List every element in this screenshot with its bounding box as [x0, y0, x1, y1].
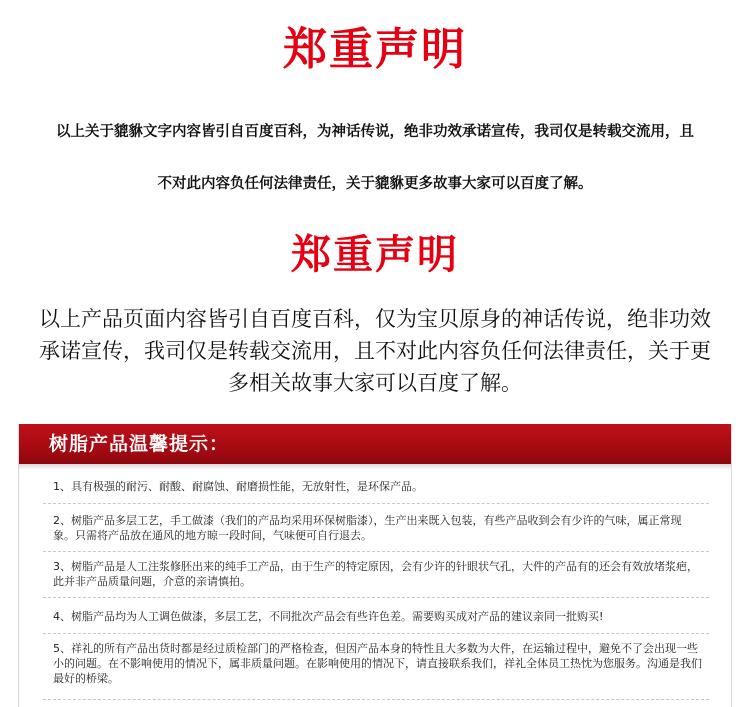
- disclaimer-2-line-1: 以上产品页面内容皆引自百度百科，仅为宝贝原身的神话传说，绝非功效: [39, 307, 711, 331]
- tip-item-1: 1、具有极强的耐污、耐酸、耐腐蚀、耐磨损性能，无放射性，是环保产品。: [53, 480, 423, 493]
- tip-item-2: 2、树脂产品多层工艺，手工做漆（我们的产品均采用环保树脂漆），生产出来既入包装，有些产品收到会有少许的气味，属正常现象。只需将产品放在通风的地方晾一段时间，气味便可自行退去。: [53, 514, 682, 542]
- banner-shadow: [19, 464, 731, 470]
- tip-item-3: 3、树脂产品是人工注浆修胚出来的纯手工产品，由于生产的特定原因，会有少许的针眼状气孔，大件的产品有的还会有效放堵浆疤，此并非产品质量问题，介意的亲请慎拍。: [53, 560, 698, 588]
- tips-banner: [19, 424, 731, 464]
- tip-divider: [43, 633, 709, 634]
- disclaimer-1-line-1: 以上关于貔貅文字内容皆引自百度百科，为神话传说，绝非功效承诺宣传，我司仅是转载交流用，且: [56, 124, 694, 140]
- disclaimer-title-2: 郑重声明: [291, 231, 459, 278]
- tip-divider: [43, 551, 709, 552]
- disclaimer-2-line-2: 承诺宣传，我司仅是转载交流用，且不对此内容负任何法律责任，关于更: [39, 339, 711, 363]
- disclaimer-title-1: 郑重声明: [283, 24, 467, 75]
- tip-divider: [43, 597, 709, 598]
- disclaimer-1-line-2: 不对此内容负任何法律责任，关于貔貅更多故事大家可以百度了解。: [157, 176, 593, 192]
- tip-item-4: 4、树脂产品均为人工调色做漆，多层工艺，不同批次产品会有些许色差。需要购买成对产品的建议亲同一批购买!: [53, 610, 604, 623]
- tips-banner-title: 树脂产品温馨提示：: [49, 433, 230, 455]
- tip-divider: [43, 699, 709, 700]
- tip-item-5: 5、祥礼的所有产品出货时都是经过质检部门的严格检查，但因产品本身的特性且大多数为大件，在运输过程中，避免不了会出现一些小的问题。在不影响使用的情况下，属非质量问题。在影响使用的情况下，请直接联系我们，祥礼全体员工热忱为您服务。沟通是我们最好的桥梁。: [53, 642, 702, 685]
- tip-divider: [43, 503, 709, 504]
- disclaimer-2-line-3: 多相关故事大家可以百度了解。: [228, 371, 522, 395]
- resin-tips-panel: [18, 424, 732, 707]
